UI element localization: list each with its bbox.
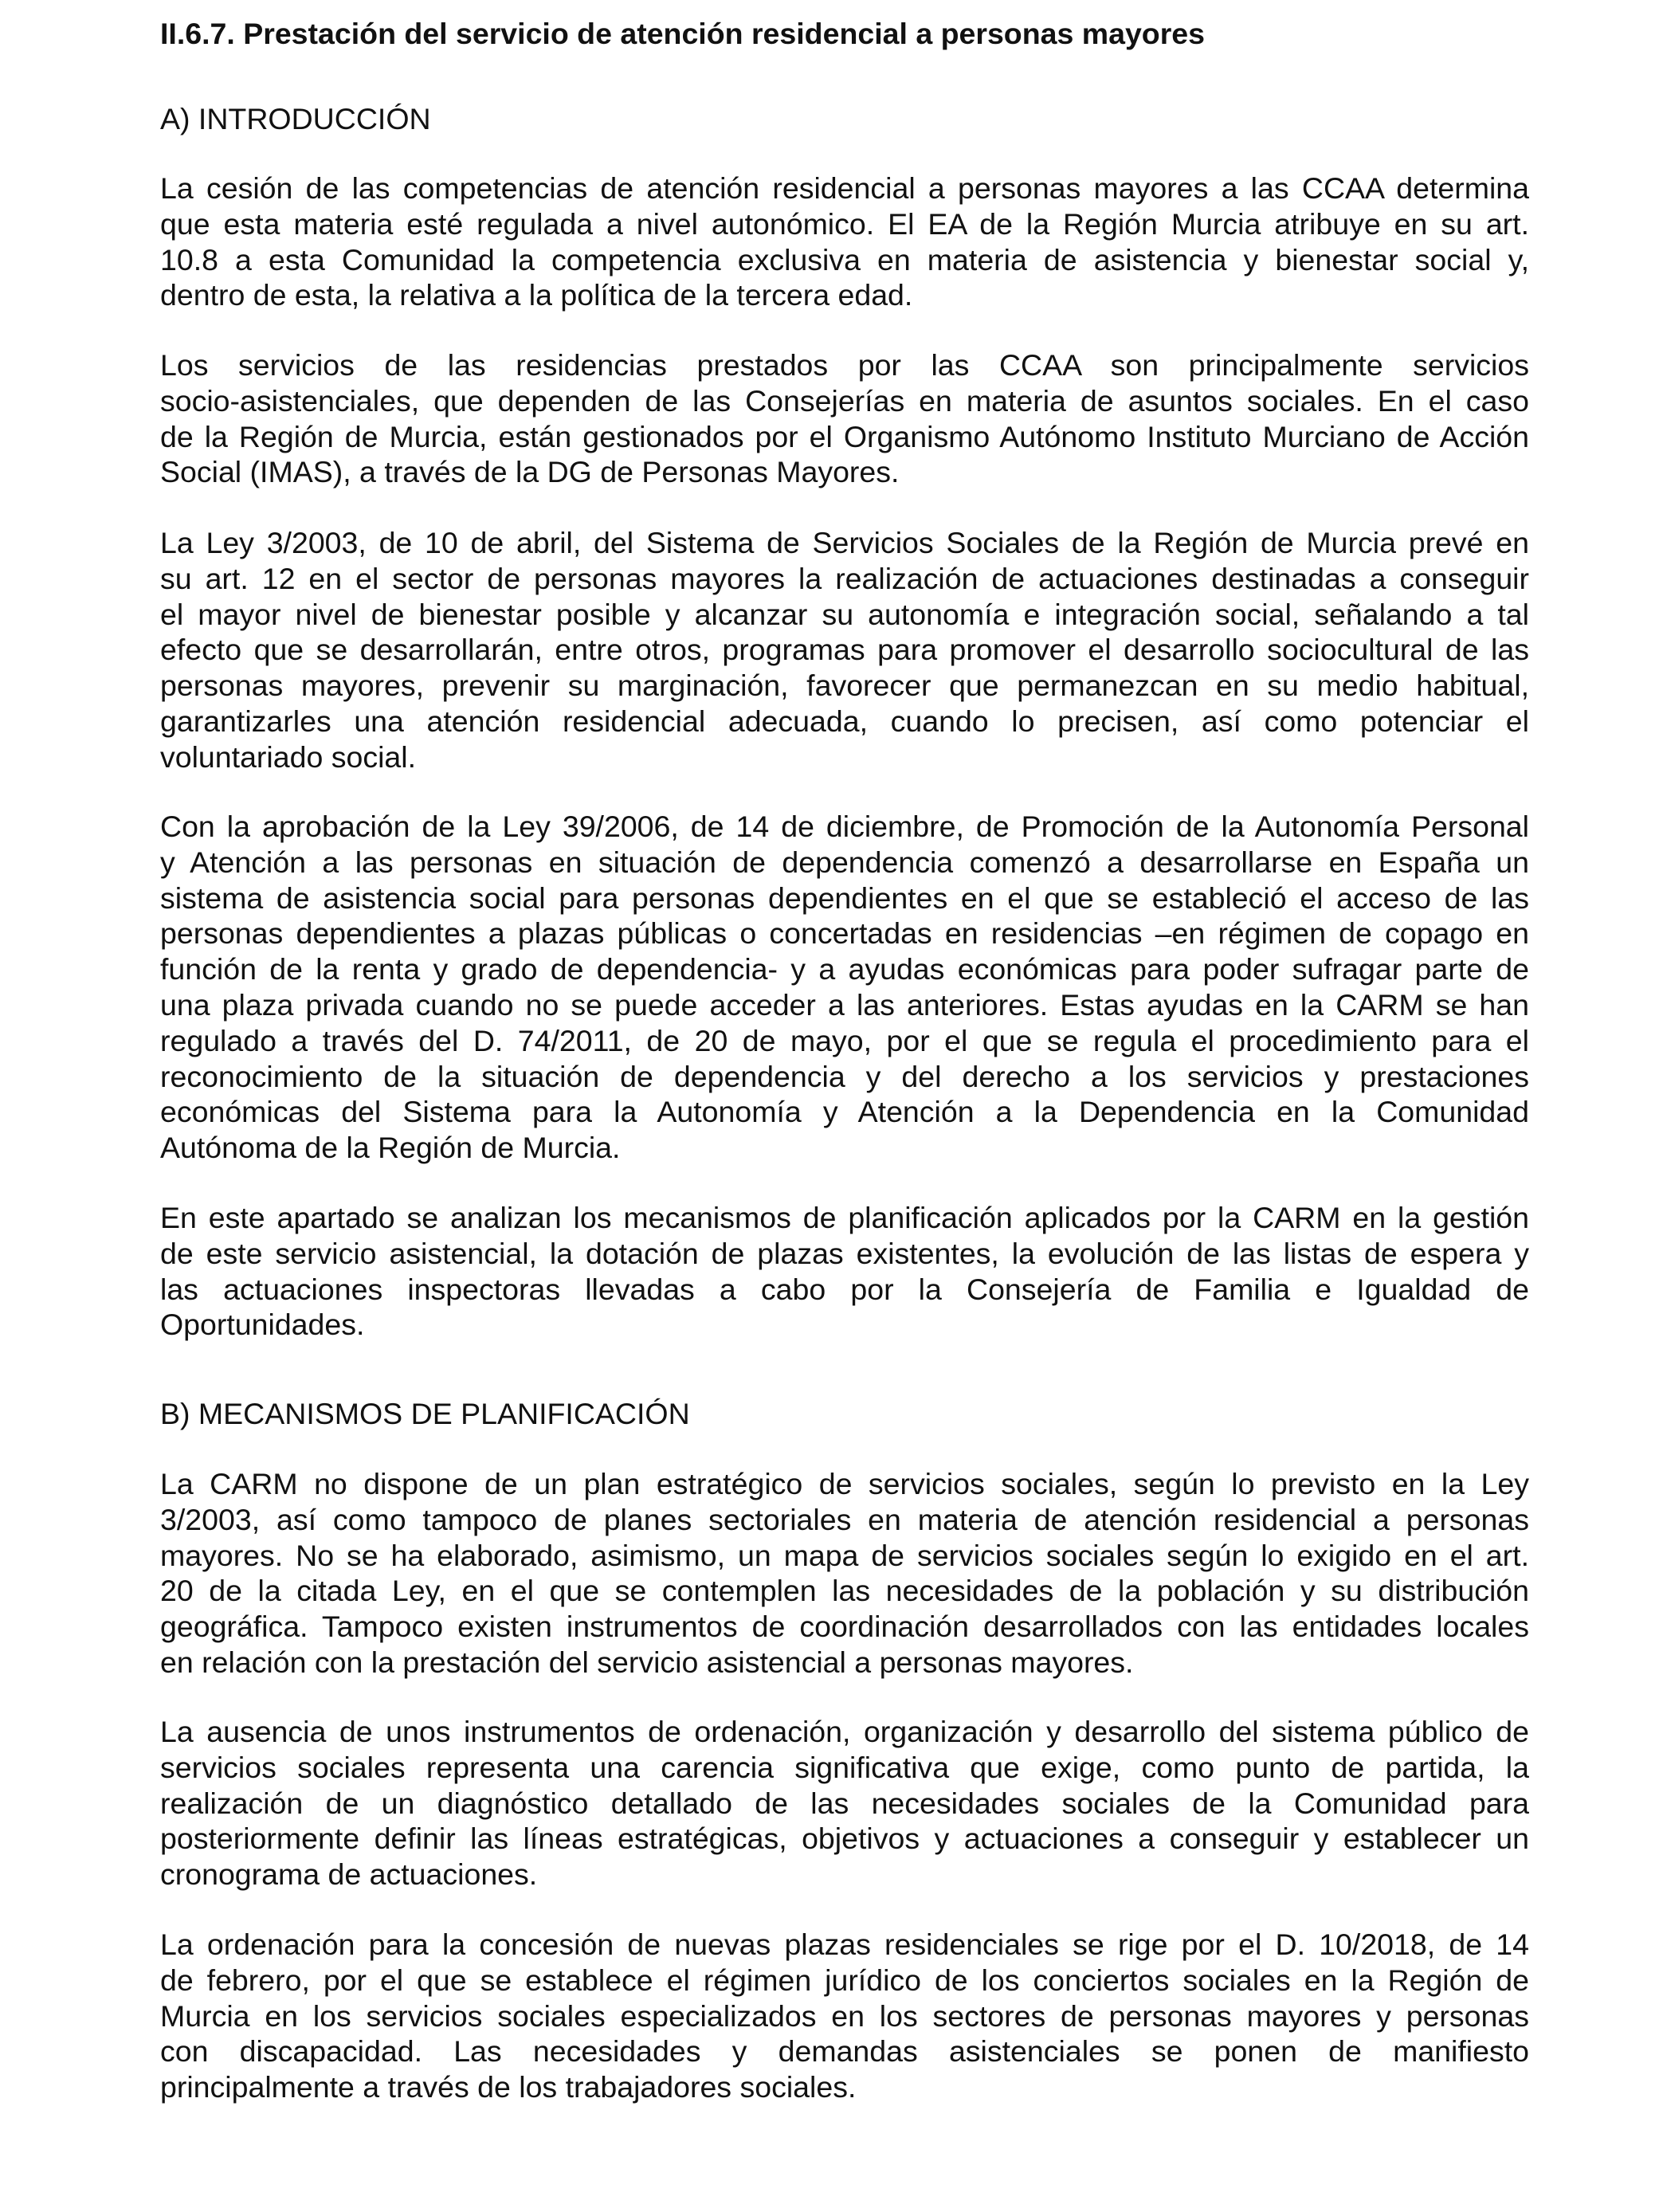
paragraph-line: de este servicio asistencial, la dotación de plazas existentes, la evolución de las listas de espera y [160, 1236, 1529, 1270]
paragraph-line: garantizarles una atención residencial adecuada, cuando lo precisen, así como potenciar el [160, 704, 1529, 738]
paragraph-line: reconocimiento de la situación de dependencia y del derecho a los servicios y prestaciones [160, 1059, 1529, 1093]
paragraph-line: La ausencia de unos instrumentos de ordenación, organización y desarrollo del sistema público de [160, 1715, 1529, 1748]
paragraph-line: La cesión de las competencias de atención residencial a personas mayores a las CCAA determina [160, 171, 1529, 205]
paragraph-line: La CARM no dispone de un plan estratégico de servicios sociales, según lo previsto en la Ley [160, 1467, 1529, 1500]
paragraph-line: económicas del Sistema para la Autonomía y Atención a la Dependencia en la Comunidad [160, 1095, 1529, 1129]
paragraph-line: voluntariado social. [160, 739, 417, 774]
paragraph [160, 1466, 1529, 1681]
heading-mecanismos-planificacion: B) MECANISMOS DE PLANIFICACIÓN [160, 1397, 690, 1430]
paragraph [160, 1927, 1529, 2105]
paragraph-line: 3/2003, así como tampoco de planes sectoriales en materia de atención residencial a personas [160, 1502, 1529, 1536]
section-title: II.6.7. Prestación del servicio de atención residencial a personas mayores [160, 17, 1206, 50]
paragraph-line: geográfica. Tampoco existen instrumentos de coordinación desarrollados con las entidades locales [160, 1610, 1529, 1644]
paragraph-line: Autónoma de la Región de Murcia. [160, 1131, 621, 1165]
paragraph-line: función de la renta y grado de dependencia- y a ayudas económicas para poder sufragar parte de [160, 952, 1529, 986]
paragraph-line: Social (IMAS), a través de la DG de Personas Mayores. [160, 455, 900, 489]
paragraph [160, 171, 1529, 313]
paragraph-line: en relación con la prestación del servicio asistencial a personas mayores. [160, 1645, 1134, 1679]
paragraph-line: servicios sociales representa una carencia significativa que exige, como punto de partida, la [160, 1750, 1529, 1784]
paragraph-line: su art. 12 en el sector de personas mayores la realización de actuaciones destinadas a conseguir [160, 561, 1529, 595]
paragraph-line: socio-asistenciales, que dependen de las Consejerías en materia de asuntos sociales. En el caso [160, 383, 1529, 418]
paragraph-line: La ordenación para la concesión de nuevas plazas residenciales se rige por el D. 10/2018, de 14 [160, 1928, 1529, 1961]
paragraph-line: Los servicios de las residencias prestados por las CCAA son principalmente servicios [160, 348, 1529, 382]
paragraph-line: Murcia en los servicios sociales especializados en los sectores de personas mayores y personas [160, 1998, 1529, 2033]
paragraph-line: que esta materia esté regulada a nivel autonómico. El EA de la Región Murcia atribuye en su art. [160, 206, 1529, 241]
heading-introduccion: A) INTRODUCCIÓN [160, 102, 431, 135]
paragraph-line: mayores. No se ha elaborado, asimismo, un mapa de servicios sociales según lo exigido en el art. [160, 1538, 1529, 1572]
paragraph-line: sistema de asistencia social para personas dependientes en el que se estableció el acceso de las [160, 880, 1529, 915]
paragraph [160, 1714, 1529, 1892]
paragraph-line: una plaza privada cuando no se puede acceder a las anteriores. Estas ayudas en la CARM se han [160, 987, 1529, 1022]
paragraph-line: efecto que se desarrollarán, entre otros, programas para promover el desarrollo sociocultural de las [160, 633, 1529, 667]
paragraph-line: realización de un diagnóstico detallado de las necesidades sociales de la Comunidad para [160, 1786, 1529, 1820]
paragraph-line: Con la aprobación de la Ley 39/2006, de 14 de diciembre, de Promoción de la Autonomía Personal [160, 810, 1529, 843]
paragraph-line: dentro de esta, la relativa a la política de la tercera edad. [160, 278, 913, 312]
paragraph-line: el mayor nivel de bienestar posible y alcanzar su autonomía e integración social, señalando a tal [160, 597, 1529, 631]
paragraph-line: posteriormente definir las líneas estratégicas, objetivos y actuaciones a conseguir y establecer un [160, 1822, 1529, 1856]
paragraph-line: principalmente a través de los trabajadores sociales. [160, 2070, 857, 2104]
paragraph [160, 809, 1529, 1166]
paragraph-line: con discapacidad. Las necesidades y demandas asistenciales se ponen de manifiesto [160, 2034, 1529, 2069]
paragraph-line: La Ley 3/2003, de 10 de abril, del Sistema de Servicios Sociales de la Región de Murcia prevé en [160, 526, 1529, 559]
paragraph [160, 1200, 1529, 1343]
paragraph-line: regulado a través del D. 74/2011, de 20 de mayo, por el que se regula el procedimiento para el [160, 1023, 1529, 1057]
paragraph-line: cronograma de actuaciones. [160, 1857, 538, 1892]
paragraph-line: y Atención a las personas en situación de dependencia comenzó a desarrollarse en España un [160, 845, 1529, 879]
paragraph-line: de la Región de Murcia, están gestionados por el Organismo Autónomo Instituto Murciano de Acción [160, 419, 1529, 453]
paragraph-line: personas dependientes a plazas públicas o concertadas en residencias –en régimen de copago en [160, 916, 1529, 951]
paragraph-line: En este apartado se analizan los mecanismos de planificación aplicados por la CARM en la gestión [160, 1201, 1529, 1234]
paragraph-line: de febrero, por el que se establece el régimen jurídico de los conciertos sociales en la Región de [160, 1963, 1529, 1997]
paragraph-line: personas mayores, prevenir su marginación, favorecer que permanezcan en su medio habitual, [160, 669, 1529, 703]
paragraph [160, 525, 1529, 775]
paragraph-line: Oportunidades. [160, 1308, 365, 1342]
paragraph-line: 20 de la citada Ley, en el que se contemplen las necesidades de la población y su distribución [160, 1574, 1529, 1608]
paragraph-line: las actuaciones inspectoras llevadas a cabo por la Consejería de Familia e Igualdad de [160, 1272, 1529, 1306]
paragraph-line: 10.8 a esta Comunidad la competencia exclusiva en materia de asistencia y bienestar social y, [160, 242, 1529, 276]
paragraph [160, 347, 1529, 490]
